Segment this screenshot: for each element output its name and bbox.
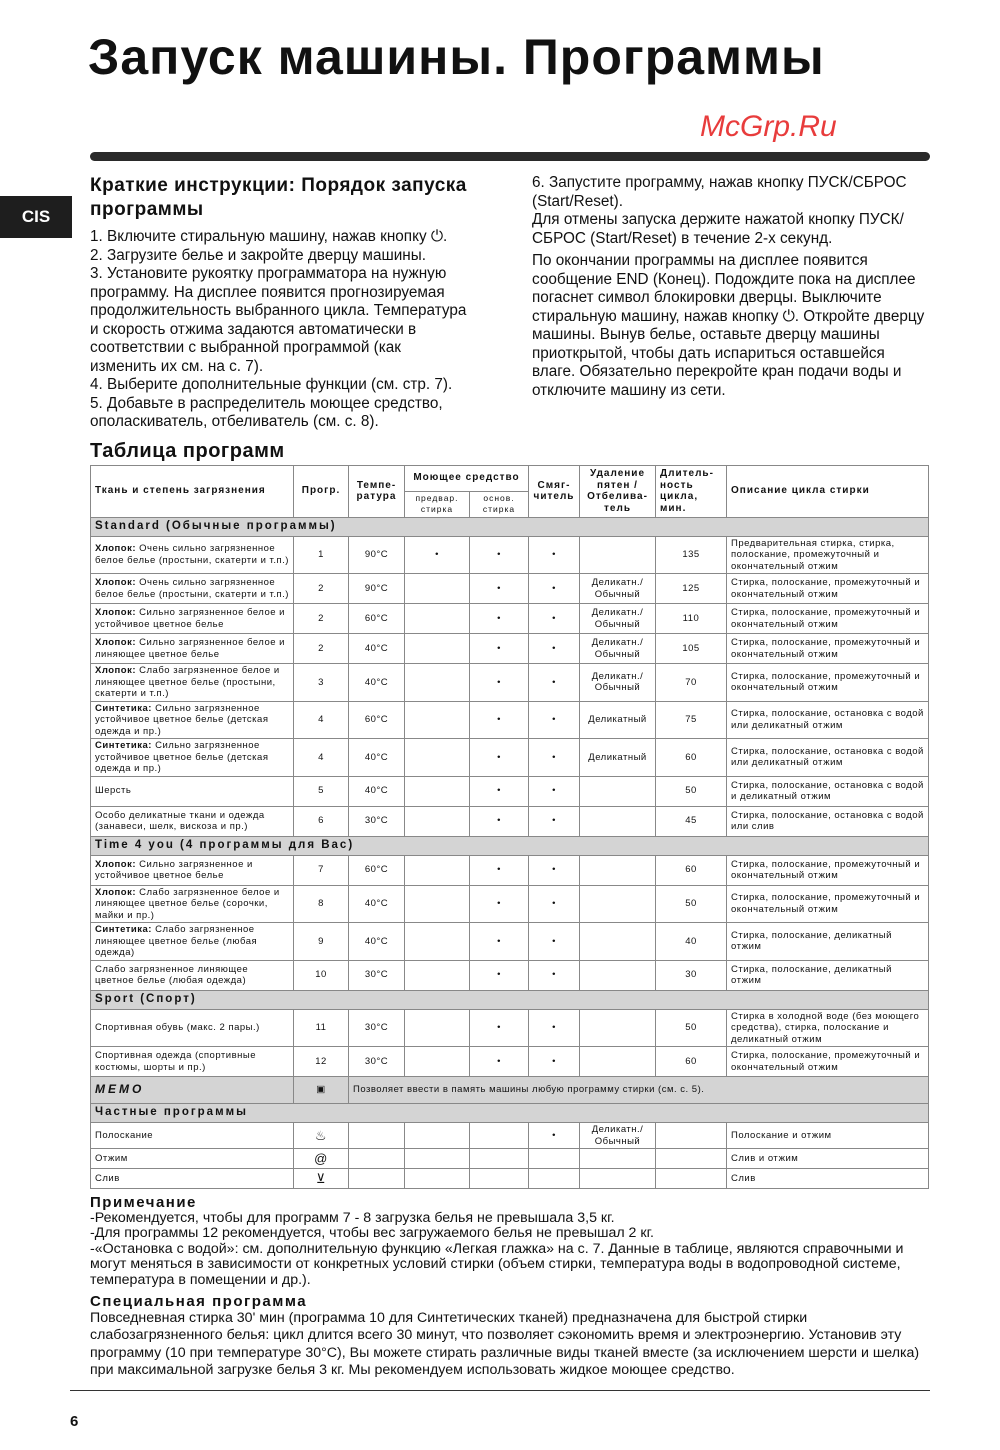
softener-dot: • — [529, 664, 580, 702]
prewash-dot — [405, 634, 470, 664]
mainwash-dot: • — [470, 604, 529, 634]
table-row — [91, 604, 929, 634]
mainwash-dot: • — [470, 1009, 529, 1047]
special-text: Повседневная стирка 30' мин (программа 10 для Синтетических тканей) предназначена для быстрой стирки слабозагрязненного белья: цикл длится всего 30 минут, что позволяет сэкономить время и электроэнергию. Установив эту программу (10 при температуре 30°C), Вы можете стирать различные виды тканей вместе (за исключением шерсти и шелка) при максимальной загрузке белья 3 кг. Мы рекомендуем использовать жидкое моющее средство. — [90, 1309, 920, 1378]
prewash-dot — [405, 574, 470, 604]
table-row — [91, 1009, 929, 1047]
page-title: Запуск машины. Программы — [88, 29, 825, 85]
duration: 60 — [656, 855, 727, 885]
prewash-dot — [405, 1047, 470, 1077]
step: 3. Установите рукоятку программатора на нужную программу. На дисплее появится прогнозируемая продолжительность выбранного цикла. Температура и скорость отжима задаются автоматически в соответствии с выбранной программой (как изменить их см. на с. 7). — [90, 265, 467, 375]
fabric-cell: Полоскание — [91, 1123, 294, 1149]
prewash-dot — [405, 664, 470, 702]
memo-row — [91, 1077, 929, 1104]
temperature: 40°C — [349, 739, 405, 777]
page-number: 6 — [70, 1412, 79, 1430]
stain-removal: Деликатн./ Обычный — [580, 1123, 656, 1149]
notes-heading: Примечание — [90, 1194, 197, 1211]
table-section — [90, 432, 930, 1380]
stain-removal — [580, 536, 656, 574]
memo-label: MEMO — [91, 1077, 294, 1104]
mainwash-dot: • — [470, 855, 529, 885]
fabric-desc: Шерсть — [95, 785, 132, 797]
col-softener: Смяг-читель — [529, 465, 580, 517]
stain-removal — [580, 1047, 656, 1077]
fabric-cell — [91, 604, 294, 634]
program-number: 3 — [294, 664, 349, 702]
softener-dot: • — [529, 574, 580, 604]
duration: 60 — [656, 739, 727, 777]
cycle-description: Стирка, полоскание, промежуточный и окончательный отжим — [727, 664, 929, 702]
step: 4. Выберите дополнительные функции (см. стр. 7). — [90, 376, 453, 393]
program-number: 11 — [294, 1009, 349, 1047]
duration: 75 — [656, 701, 727, 739]
stain-removal — [580, 1009, 656, 1047]
prewash-dot — [405, 604, 470, 634]
mainwash-dot: • — [470, 536, 529, 574]
special-heading: Специальная программа — [90, 1293, 308, 1310]
table-row — [91, 739, 929, 777]
cycle-description: Стирка, полоскание, остановка с водой или слив — [727, 806, 929, 836]
step: 6. Запустите программу, нажав кнопку ПУСК/СБРОС (Start/Reset). — [532, 174, 907, 210]
softener-dot: • — [529, 806, 580, 836]
memo-text: Позволяет ввести в память машины любую программу стирки (см. с. 5). — [349, 1077, 929, 1104]
prewash-dot — [405, 960, 470, 990]
notes — [90, 1195, 930, 1380]
stain-removal: Деликатн./ Обычный — [580, 604, 656, 634]
fabric-type: Хлопок: — [95, 886, 137, 898]
softener-dot: • — [529, 885, 580, 923]
fabric-type: Синтетика: — [95, 924, 152, 935]
prewash-dot — [405, 701, 470, 739]
fabric-desc: Особо деликатные ткани и одежда (занавеси, шелк, вискоза и пр.) — [95, 809, 265, 832]
col-prog: Прогр. — [294, 465, 349, 517]
program-number: 8 — [294, 885, 349, 923]
cycle-description: Стирка, полоскание, деликатный отжим — [727, 923, 929, 961]
stain-removal — [580, 960, 656, 990]
cycle-description: Стирка, полоскание, промежуточный и окончательный отжим — [727, 634, 929, 664]
programs-table — [90, 465, 929, 1190]
paragraph: Для отмены запуска держите нажатой кнопку ПУСК/СБРОС (Start/Reset) в течение 2-х секунд. — [532, 211, 904, 247]
fabric-desc: Сильно загрязненное устойчивое цветное белье (детская одежда и пр.) — [95, 740, 269, 774]
spin-icon: @ — [294, 1149, 349, 1169]
fabric-cell — [91, 634, 294, 664]
table-row — [91, 536, 929, 574]
stain-removal — [580, 1149, 656, 1169]
table-row — [91, 1123, 929, 1149]
fabric-cell: Отжим — [91, 1149, 294, 1169]
step: 1. Включите стиральную машину, нажав кнопку ⏻. — [90, 228, 448, 245]
fabric-desc: Спортивная обувь (макс. 2 пары.) — [95, 1022, 260, 1033]
temperature: 30°C — [349, 1009, 405, 1047]
cycle-description: Стирка, полоскание, промежуточный и окончательный отжим — [727, 855, 929, 885]
col-detergent: Моющее средство — [405, 465, 529, 491]
quick-instructions-cont — [532, 174, 930, 432]
table-row — [91, 923, 929, 961]
softener-dot: • — [529, 739, 580, 777]
mainwash-dot: • — [470, 885, 529, 923]
stain-removal: Деликатный — [580, 701, 656, 739]
col-description: Описание цикла стирки — [727, 465, 929, 517]
temperature: 60°C — [349, 701, 405, 739]
table-row — [91, 701, 929, 739]
fabric-cell — [91, 776, 294, 806]
prewash-dot — [405, 1009, 470, 1047]
temperature: 40°C — [349, 634, 405, 664]
program-number: 2 — [294, 634, 349, 664]
fabric-cell — [91, 885, 294, 923]
duration — [656, 1123, 727, 1149]
mainwash-dot: • — [470, 806, 529, 836]
duration: 50 — [656, 885, 727, 923]
stain-removal — [580, 776, 656, 806]
duration: 70 — [656, 664, 727, 702]
fabric-type: Хлопок: — [95, 607, 137, 618]
fabric-cell — [91, 701, 294, 739]
program-number: 7 — [294, 855, 349, 885]
fabric-cell — [91, 960, 294, 990]
mainwash-dot: • — [470, 1047, 529, 1077]
section-title: Time 4 you (4 программы для Вас) — [91, 836, 929, 855]
rinse-icon: ♨ — [294, 1123, 349, 1149]
stain-removal: Деликатн./ Обычный — [580, 634, 656, 664]
temperature: 30°C — [349, 806, 405, 836]
col-temp: Темпе-ратура — [349, 465, 405, 517]
prewash-dot — [405, 739, 470, 777]
duration: 125 — [656, 574, 727, 604]
fabric-desc: Сильно загрязненное белое и устойчивое цветное белье — [95, 607, 285, 630]
step: 5. Добавьте в распределитель моющее средство, ополаскиватель, отбеливатель (см. с. 8). — [90, 394, 443, 430]
softener-dot — [529, 1149, 580, 1169]
section-row — [91, 517, 929, 536]
fabric-desc: Сильно загрязненное и устойчивое цветное белье — [95, 858, 253, 881]
prewash-dot — [405, 806, 470, 836]
table-row — [91, 885, 929, 923]
temperature: 30°C — [349, 960, 405, 990]
col-prewash: предвар. стирка — [405, 491, 470, 517]
fabric-desc: Сильно загрязненное устойчивое цветное белье (детская одежда и пр.) — [95, 702, 269, 737]
fabric-cell — [91, 923, 294, 961]
duration: 50 — [656, 1009, 727, 1047]
softener-dot: • — [529, 1009, 580, 1047]
cycle-description: Стирка, полоскание, промежуточный и окончательный отжим — [727, 885, 929, 923]
program-number: 6 — [294, 806, 349, 836]
fabric-desc: Слабо загрязненное линяющее цветное белье (любая одежда) — [95, 924, 258, 958]
duration: 45 — [656, 806, 727, 836]
program-number: 1 — [294, 536, 349, 574]
cycle-description: Предварительная стирка, стирка, полоскание, промежуточный и окончательный отжим — [727, 536, 929, 574]
cycle-description: Стирка, полоскание, остановка с водой или деликатный отжим — [727, 701, 929, 739]
temperature: 30°C — [349, 1047, 405, 1077]
mainwash-dot: • — [470, 960, 529, 990]
section-title: Standard (Обычные программы) — [91, 517, 929, 536]
drain-icon: ⊻ — [294, 1169, 349, 1189]
softener-dot: • — [529, 701, 580, 739]
softener-dot: • — [529, 634, 580, 664]
section-title: Sport (Спорт) — [91, 990, 929, 1009]
col-duration: Длитель-ность цикла, мин. — [656, 465, 727, 517]
temperature: 40°C — [349, 923, 405, 961]
fabric-desc: Очень сильно загрязненное белое белье (простыни, скатерти и т.п.) — [95, 543, 289, 566]
temperature: 40°C — [349, 776, 405, 806]
mainwash-dot: • — [470, 923, 529, 961]
stain-removal: Деликатн./ Обычный — [580, 664, 656, 702]
fabric-cell: Слив — [91, 1169, 294, 1189]
table-row — [91, 1169, 929, 1189]
stain-removal — [580, 855, 656, 885]
mainwash-dot: • — [470, 776, 529, 806]
note: -«Остановка с водой»: см. дополнительную функцию «Легкая глажка» на с. 7. Данные в таблице, являются справочными и могут меняться в зависимости от конкретных условий стирки (объем стирки, температура воды в водопроводной системе, температура в помещении и др.). — [90, 1240, 904, 1288]
program-number: 10 — [294, 960, 349, 990]
mainwash-dot — [470, 1149, 529, 1169]
section-heading: Краткие инструкции: Порядок запуска программы — [90, 175, 467, 220]
section-row — [91, 990, 929, 1009]
mainwash-dot — [470, 1123, 529, 1149]
mainwash-dot: • — [470, 664, 529, 702]
fabric-type: Хлопок: — [95, 858, 137, 870]
table-row — [91, 574, 929, 604]
language-tab: CIS — [0, 196, 72, 238]
softener-dot: • — [529, 923, 580, 961]
fabric-desc: Сильно загрязненное белое и линяющее цветное белье — [95, 637, 285, 660]
cycle-description: Полоскание и отжим — [727, 1123, 929, 1149]
softener-dot: • — [529, 776, 580, 806]
fabric-type: Синтетика: — [95, 702, 152, 714]
table-row — [91, 776, 929, 806]
section-row — [91, 1104, 929, 1123]
stain-removal — [580, 885, 656, 923]
duration: 105 — [656, 634, 727, 664]
note: -Для программы 12 рекомендуется, чтобы вес загружаемого белья не превышал 2 кг. — [90, 1225, 654, 1241]
stain-removal — [580, 923, 656, 961]
mainwash-dot: • — [470, 634, 529, 664]
mainwash-dot: • — [470, 701, 529, 739]
cycle-description: Слив — [727, 1169, 929, 1189]
paragraph: По окончании программы на дисплее появится сообщение END (Конец). Подождите пока на дисплее погаснет символ блокировки дверцы. Выключите стиральную машину, нажав кнопку ⏻. Откройте дверцу машины. Вынув белье, оставьте дверцу машины приоткрытой, чтобы дать испариться оставшейся влаге. Обязательно перекройте кран подачи воды и отключите машину из сети. — [532, 252, 925, 399]
duration: 40 — [656, 923, 727, 961]
table-row — [91, 1047, 929, 1077]
temperature — [349, 1169, 405, 1189]
softener-dot — [529, 1169, 580, 1189]
program-number: 2 — [294, 574, 349, 604]
softener-dot: • — [529, 855, 580, 885]
fabric-cell — [91, 806, 294, 836]
fabric-cell — [91, 1047, 294, 1077]
prewash-dot — [405, 885, 470, 923]
prewash-dot — [405, 855, 470, 885]
fabric-type: Хлопок: — [95, 577, 137, 588]
table-heading: Таблица программ — [90, 439, 285, 462]
duration: 50 — [656, 776, 727, 806]
divider — [90, 152, 930, 161]
instructions — [90, 174, 930, 432]
mainwash-dot: • — [470, 739, 529, 777]
temperature: 60°C — [349, 604, 405, 634]
prewash-dot — [405, 1149, 470, 1169]
program-number: 12 — [294, 1047, 349, 1077]
prewash-dot — [405, 1123, 470, 1149]
prewash-dot — [405, 923, 470, 961]
temperature: 40°C — [349, 885, 405, 923]
table-row — [91, 960, 929, 990]
fabric-type: Хлопок: — [95, 543, 137, 555]
duration — [656, 1149, 727, 1169]
softener-dot: • — [529, 1123, 580, 1149]
cycle-description: Стирка, полоскание, деликатный отжим — [727, 960, 929, 990]
fabric-cell — [91, 536, 294, 574]
cycle-description: Стирка, полоскание, промежуточный и окончательный отжим — [727, 1047, 929, 1077]
fabric-cell — [91, 855, 294, 885]
mainwash-dot — [470, 1169, 529, 1189]
cycle-description: Стирка в холодной воде (без моющего средства), стирка, полоскание и деликатный отжим — [727, 1009, 929, 1047]
col-mainwash: основ. стирка — [470, 491, 529, 517]
fabric-cell — [91, 1009, 294, 1047]
temperature: 90°C — [349, 536, 405, 574]
table-row — [91, 634, 929, 664]
prewash-dot — [405, 776, 470, 806]
fabric-cell — [91, 574, 294, 604]
softener-dot: • — [529, 536, 580, 574]
fabric-type: Хлопок: — [95, 637, 137, 648]
softener-dot: • — [529, 960, 580, 990]
program-number: 2 — [294, 604, 349, 634]
fabric-desc: Слабо загрязненное белое и линяющее цветное белье (сорочки, майки и пр.) — [95, 886, 280, 921]
cycle-description: Стирка, полоскание, остановка с водой и деликатный отжим — [727, 776, 929, 806]
table-row — [91, 1149, 929, 1169]
col-fabric: Ткань и степень загрязнения — [91, 465, 294, 517]
fabric-desc: Слабо загрязненное белое и линяющее цветное белье (простыни, скатерти и т.п.) — [95, 665, 280, 699]
duration: 110 — [656, 604, 727, 634]
note: -Рекомендуется, чтобы для программ 7 - 8 загрузка белья не превышала 3,5 кг. — [90, 1209, 615, 1226]
stain-removal — [580, 806, 656, 836]
mainwash-dot: • — [470, 574, 529, 604]
fabric-cell — [91, 664, 294, 702]
temperature: 60°C — [349, 855, 405, 885]
table-row — [91, 806, 929, 836]
program-number: 5 — [294, 776, 349, 806]
col-stain: Удаление пятен / Отбелива-тель — [580, 465, 656, 517]
stain-removal: Деликатн./ Обычный — [580, 574, 656, 604]
softener-dot: • — [529, 604, 580, 634]
footer-rule — [70, 1390, 930, 1391]
fabric-desc: Слабо загрязненное линяющее цветное белье (любая одежда) — [95, 963, 249, 986]
prewash-dot — [405, 1169, 470, 1189]
fabric-desc: Спортивная одежда (спортивные костюмы, шорты и пр.) — [95, 1050, 256, 1073]
fabric-type: Синтетика: — [95, 740, 152, 751]
table-row — [91, 664, 929, 702]
temperature: 40°C — [349, 664, 405, 702]
cycle-description: Стирка, полоскание, промежуточный и окончательный отжим — [727, 604, 929, 634]
section-row — [91, 836, 929, 855]
fabric-cell — [91, 739, 294, 777]
watermark: McGrp.Ru — [700, 110, 837, 143]
stain-removal: Деликатный — [580, 739, 656, 777]
section-title: Частные программы — [91, 1104, 929, 1123]
fabric-desc: Очень сильно загрязненное белое белье (простыни, скатерти и т.п.) — [95, 577, 289, 600]
prewash-dot: • — [405, 536, 470, 574]
duration: 30 — [656, 960, 727, 990]
duration: 135 — [656, 536, 727, 574]
header — [0, 0, 1000, 174]
temperature — [349, 1149, 405, 1169]
program-number: 9 — [294, 923, 349, 961]
temperature: 90°C — [349, 574, 405, 604]
quick-instructions — [90, 174, 468, 432]
fabric-type: Хлопок: — [95, 665, 137, 676]
cycle-description: Слив и отжим — [727, 1149, 929, 1169]
softener-dot: • — [529, 1047, 580, 1077]
duration — [656, 1169, 727, 1189]
cycle-description: Стирка, полоскание, промежуточный и окончательный отжим — [727, 574, 929, 604]
cycle-description: Стирка, полоскание, остановка с водой или деликатный отжим — [727, 739, 929, 777]
table-row — [91, 855, 929, 885]
stain-removal — [580, 1169, 656, 1189]
step: 2. Загрузите белье и закройте дверцу машины. — [90, 246, 426, 264]
program-number: 4 — [294, 739, 349, 777]
temperature — [349, 1123, 405, 1149]
program-number: 4 — [294, 701, 349, 739]
duration: 60 — [656, 1047, 727, 1077]
memo-icon: ▣ — [294, 1077, 349, 1104]
